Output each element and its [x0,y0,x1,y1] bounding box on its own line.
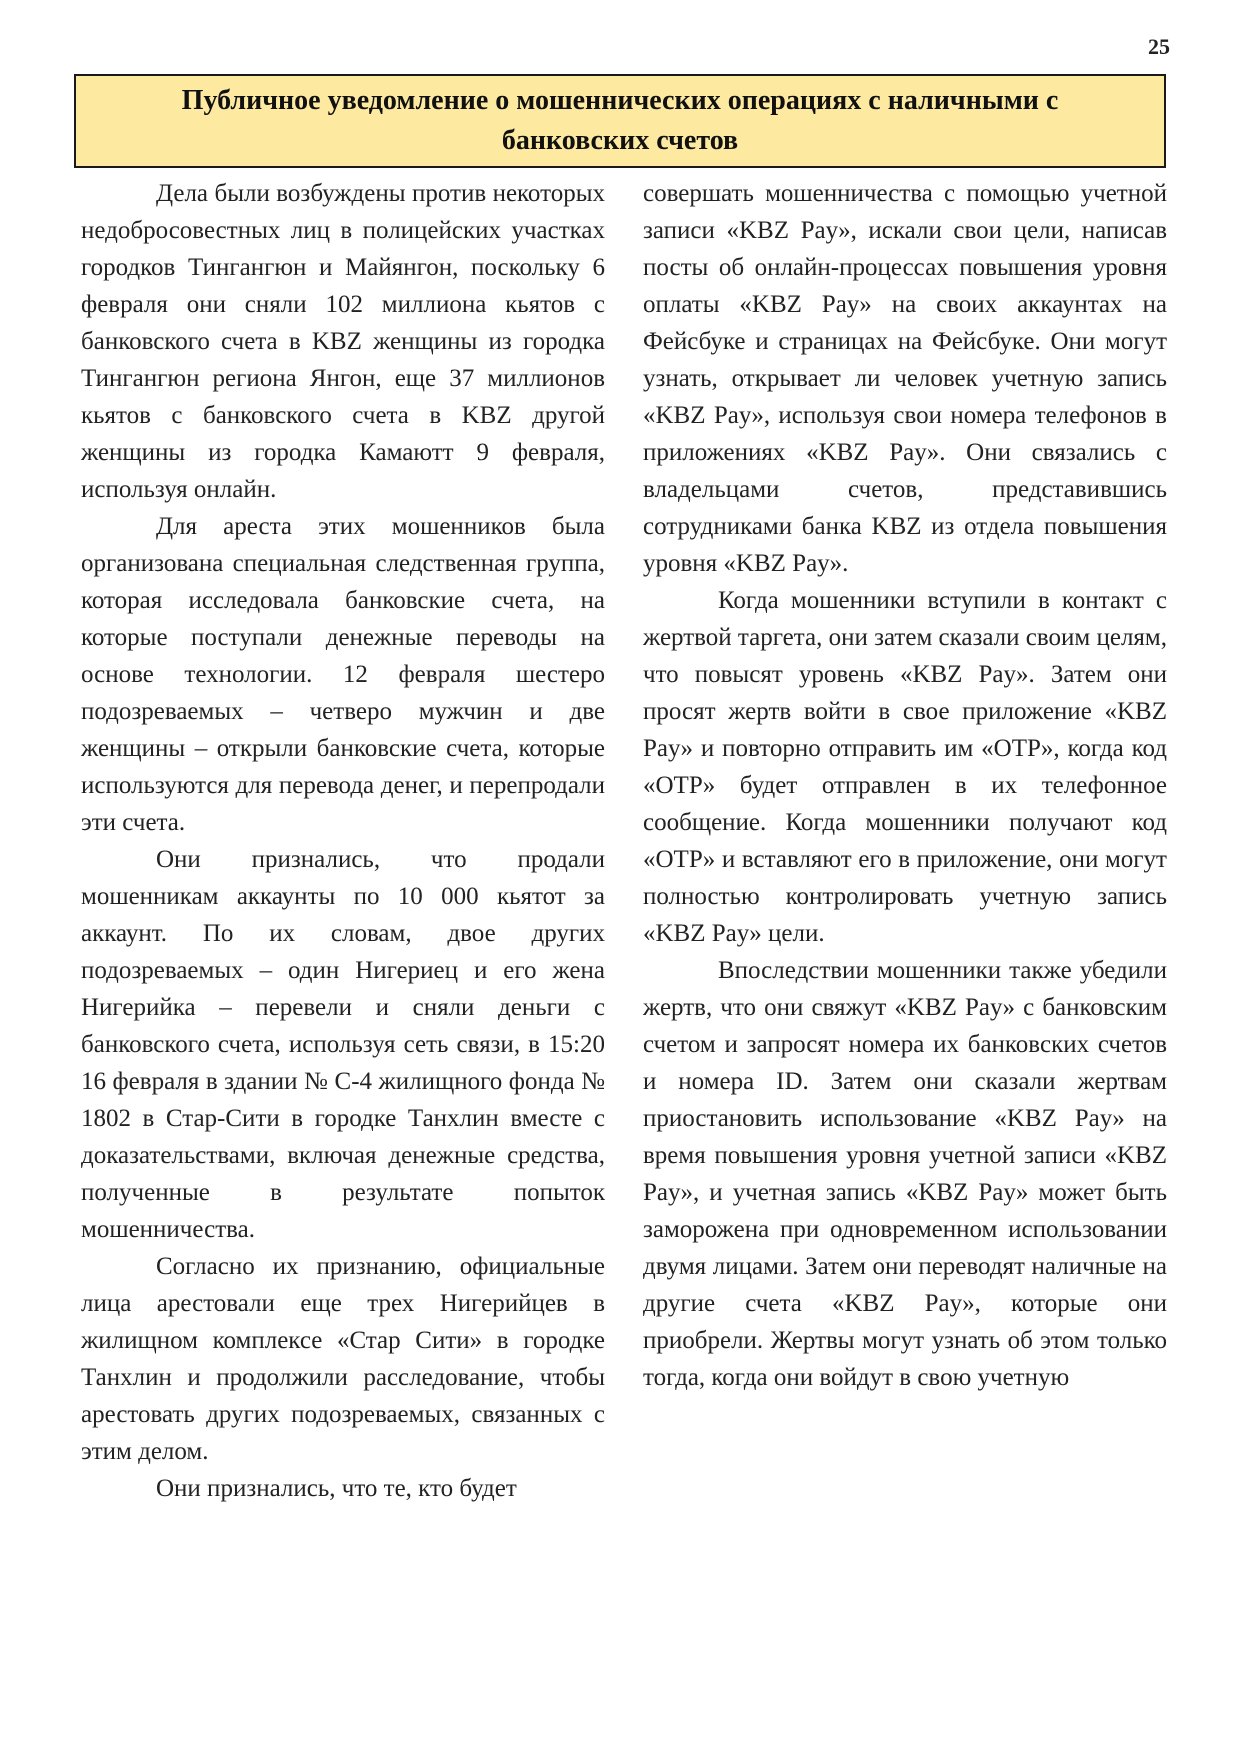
title-box [74,74,1166,168]
right-column [643,175,1167,1396]
paragraph: Они признались, что те, кто будет [156,1475,517,1502]
paragraph: Когда мошенники вступили в контакт с жертвой таргета, они затем сказали своим целям, что повысят уровень «KBZ Pay». Затем они просят жертв войти в свое приложение «KBZ Pay» и повторно отправить им «OTP», когда код «OTP» будет отправлен в их телефонное сообщение. Когда мошенники получают код «OTP» и вставляют его в приложение, они могут полностью контролировать учетную запись «KBZ Pay» цели. [643,587,1167,947]
paragraph: Дела были возбуждены против некоторых недобросовестных лиц в полицейских участках городков Тингангюн и Майянгон, поскольку 6 февраля они сняли 102 миллиона кьятов с банковского счета в KBZ женщины из городка Тингангюн региона Янгон, еще 37 миллионов кьятов с банковского счета в KBZ другой женщины из городка Камаютт 9 февраля, используя онлайн. [81,180,605,503]
paragraph: Для ареста этих мошенников была организована специальная следственная группа, которая исследовала банковские счета, на которые поступали денежные переводы на основе технологии. 12 февраля шестеро подозреваемых – четверо мужчин и две женщины – открыли банковские счета, которые используются для перевода денег, и перепродали эти счета. [81,513,605,836]
paragraph: Согласно их признанию, официальные лица арестовали еще трех Нигерийцев в жилищном комплексе «Стар Сити» в городке Танхлин и продолжили расследование, чтобы арестовать других подозреваемых, связанных с этим делом. [81,1253,605,1465]
left-column [81,175,605,1507]
paragraph: совершать мошенничества с помощью учетной записи «KBZ Pay», искали свои цели, написав посты об онлайн-процессах повышения уровня оплаты «KBZ Pay» на своих аккаунтах на Фейсбуке и страницах на Фейсбуке. Они могут узнать, открывает ли человек учетную запись «KBZ Pay», используя свои номера телефонов в приложениях «KBZ Pay». Они связались с владельцами счетов, представившись сотрудниками банка KBZ из отдела повышения уровня «KBZ Pay». [643,180,1167,577]
paragraph: Впоследствии мошенники также убедили жертв, что они свяжут «KBZ Pay» с банковским счетом и запросят номера их банковских счетов и номера ID. Затем они сказали жертвам приостановить использование «KBZ Pay» на время повышения уровня учетной записи «KBZ Pay», и учетная запись «KBZ Pay» может быть заморожена при одновременном использовании двумя лицами. Затем они переводят наличные на другие счета «KBZ Pay», которые они приобрели. Жертвы могут узнать об этом только тогда, когда они войдут в свою учетную [643,957,1167,1391]
page-number: 25 [1148,34,1170,59]
article-title: Публичное уведомление о мошеннических операциях с наличными с банковских счетов [181,85,1059,156]
paragraph: Они признались, что продали мошенникам аккаунты по 10 000 кьятот за аккаунт. По их словам, двое других подозреваемых – один Нигериец и его жена Нигерийка – перевели и сняли деньги с банковского счета, используя сеть связи, в 15:20 16 февраля в здании № С-4 жилищного фонда № 1802 в Стар-Сити в городке Танхлин вместе с доказательствами, включая денежные средства, полученные в результате попыток мошенничества. [81,846,605,1243]
